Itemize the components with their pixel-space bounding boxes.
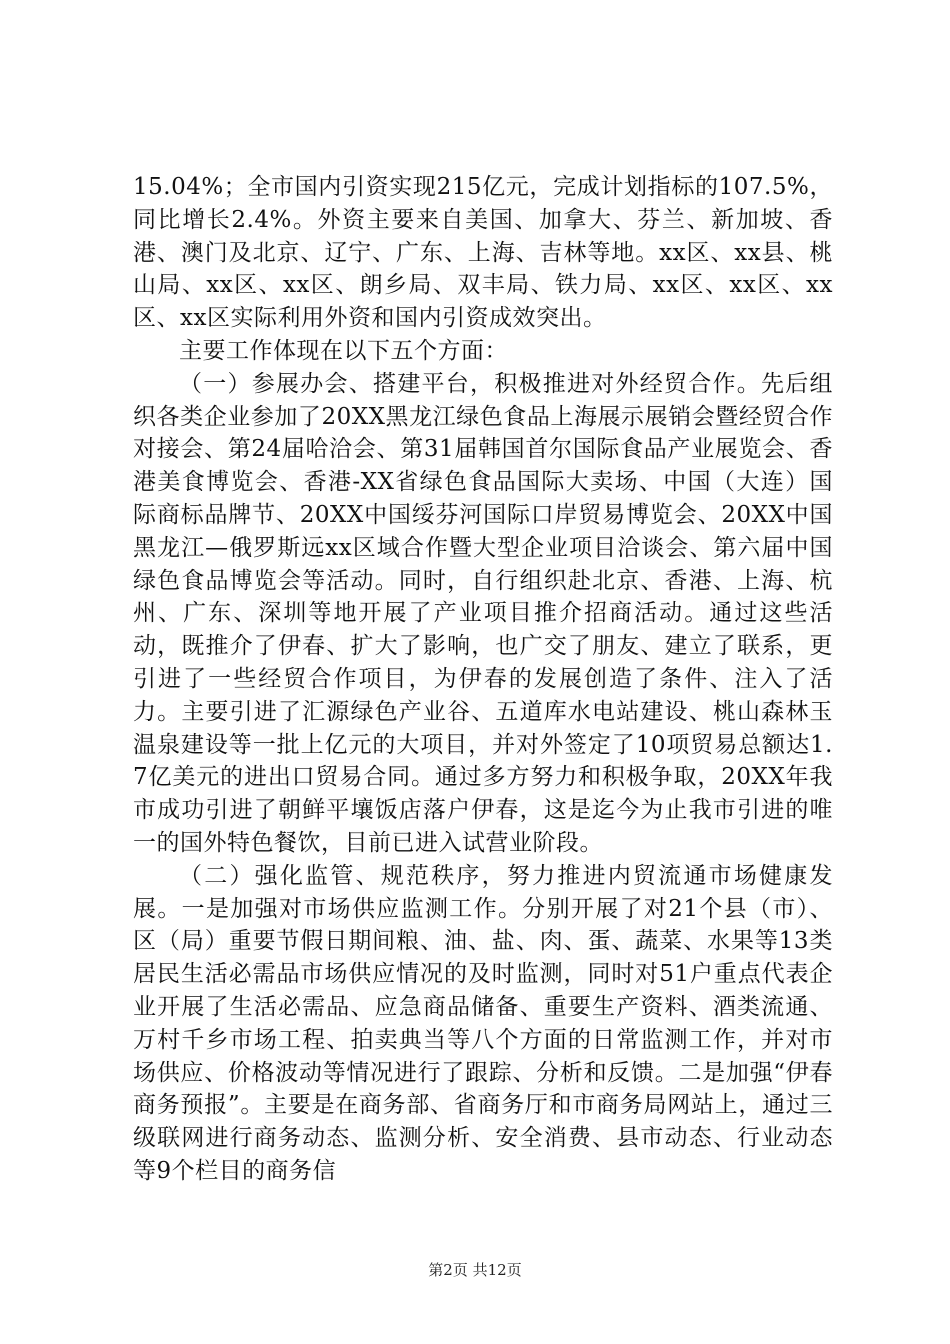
body-paragraph: 主要工作体现在以下五个方面： bbox=[179, 337, 508, 364]
body-paragraph: （二）强化监管、规范秩序，努力推进内贸流通市场健康发展。一是加强对市场供应监测工作。分别开展了对21个县（市）、区（局）重要节假日期间粮、油、盐、肉、蛋、蔬菜、水果等13类居民生活必需品市场供应情况的及时监测，同时对51户重点代表企业开展了生活必需品、应急商品储备、重要生产资料、酒类流通、万村千乡市场工程、拍卖典当等八个方面的日常监测工作，并对市场供应、价格波动等情况进行了跟踪、分析和反馈。二是加强“伊春商务预报”。主要是在商务部、省商务厅和市商务局网站上，通过三级联网进行商务动态、监测分析、安全消费、县市动态、行业动态等9个栏目的商务信 bbox=[133, 862, 833, 1184]
page-number-footer: 第2页 共12页 bbox=[428, 1261, 522, 1279]
body-paragraph: （一）参展办会、搭建平台，积极推进对外经贸合作。先后组织各类企业参加了20XX黑龙江绿色食品上海展示展销会暨经贸合作对接会、第24届哈洽会、第31届韩国首尔国际食品产业展览会、香港美食博览会、香港-XX省绿色食品国际大卖场、中国（大连）国际商标品牌节、20XX中国绥芬河国际口岸贸易博览会、20XX中国黑龙江—俄罗斯远xx区域合作暨大型企业项目洽谈会、第六届中国绿色食品博览会等活动。同时，自行组织赴北京、香港、上海、杭州、广东、深圳等地开展了产业项目推介招商活动。通过这些活动，既推介了伊春、扩大了影响，也广交了朋友、建立了联系，更引进了一些经贸合作项目，为伊春的发展创造了条件、注入了活力。主要引进了汇源绿色产业谷、五道库水电站建设、桃山森林玉温泉建设等一批上亿元的大项目，并对外签定了10项贸易总额达1.7亿美元的进出口贸易合同。通过多方努力和积极争取，20XX年我市成功引进了朝鲜平壤饭店落户伊春，这是迄今为止我市引进的唯一的国外特色餐饮，目前已进入试营业阶段。 bbox=[133, 370, 833, 856]
body-paragraph: 15.04%；全市国内引资实现215亿元，完成计划指标的107.5%，同比增长2.4%。外资主要来自美国、加拿大、芬兰、新加坡、香港、澳门及北京、辽宁、广东、上海、吉林等地。xx区、xx县、桃山局、xx区、xx区、朗乡局、双丰局、铁力局、xx区、xx区、xx区、xx区实际利用外资和国内引资成效突出。 bbox=[133, 174, 833, 332]
document-body bbox=[133, 171, 833, 1188]
